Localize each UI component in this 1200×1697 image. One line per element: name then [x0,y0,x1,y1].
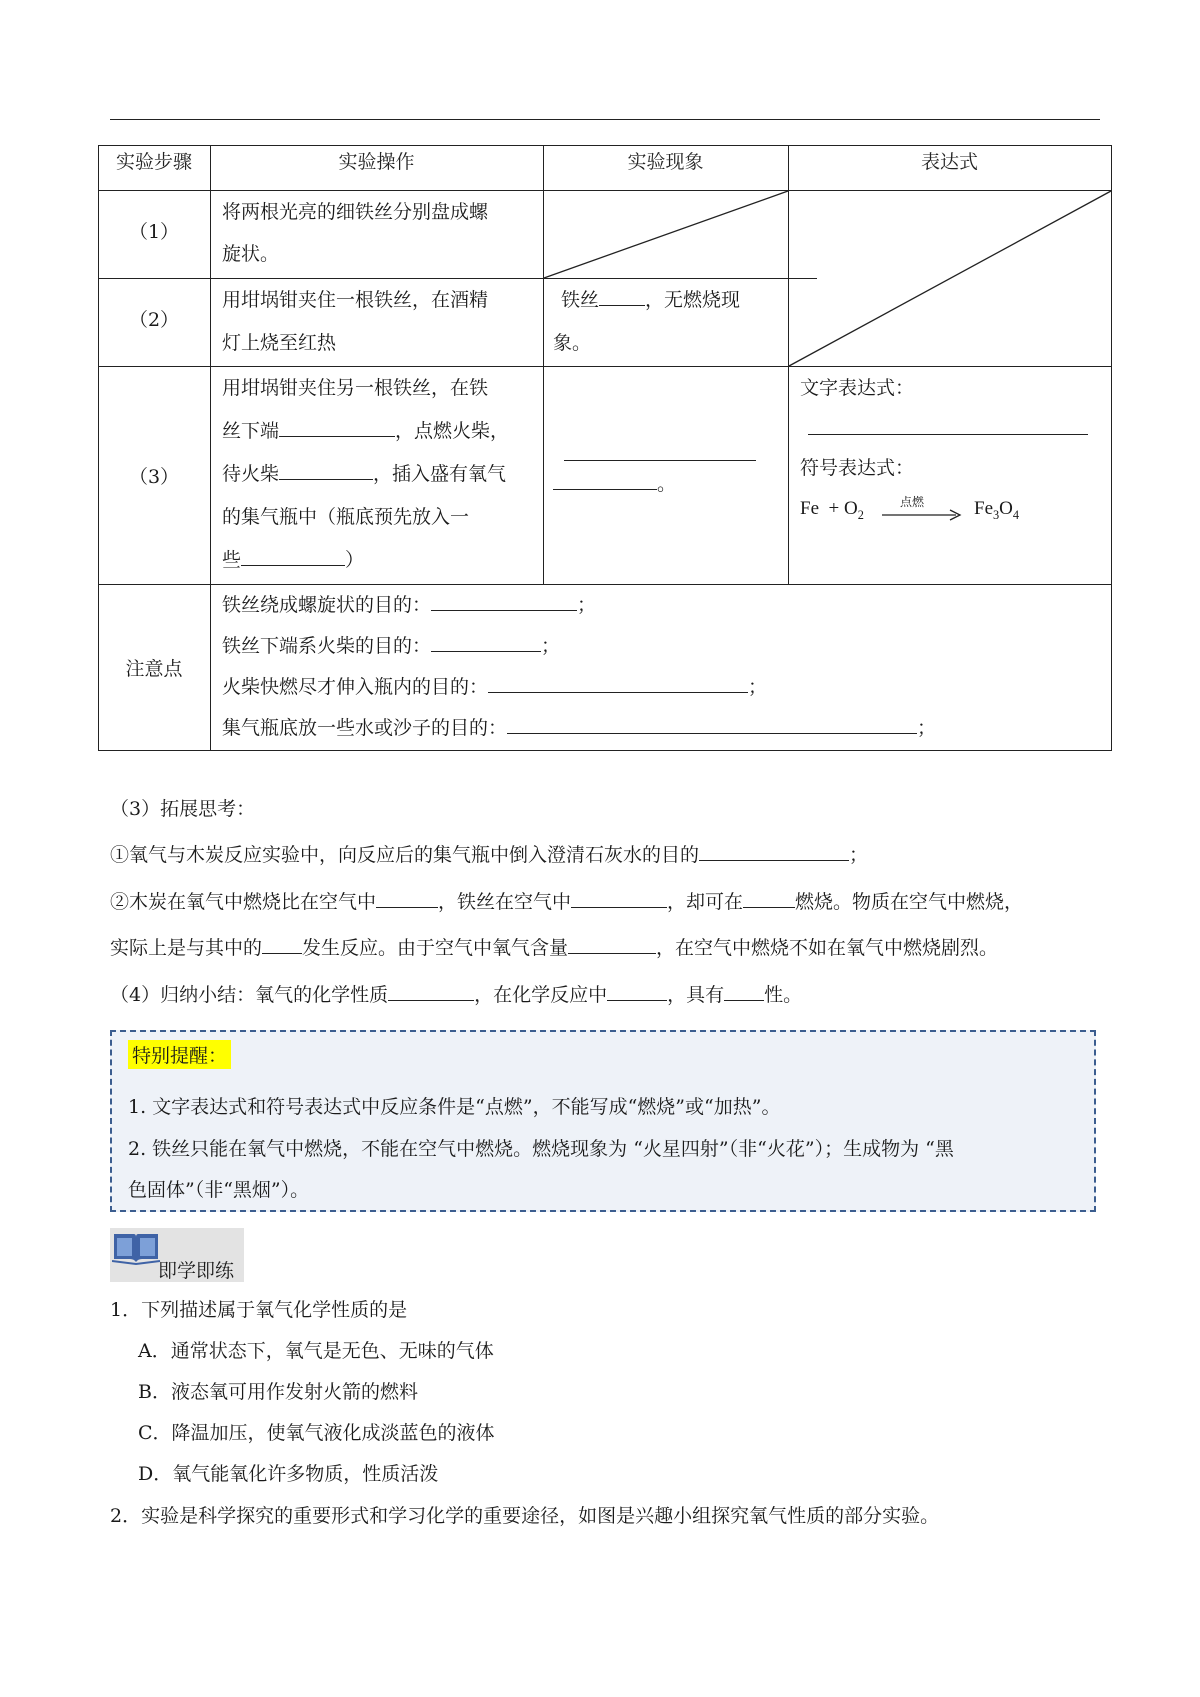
phenomenon-text [553,463,676,506]
question-1: 1．下列描述属于氧气化学性质的是 [110,1299,408,1321]
answer-blank[interactable] [279,415,395,437]
chemical-equation [800,487,864,537]
answer-blank[interactable] [431,630,541,652]
product-symbol: Fe [974,498,993,519]
phenomenon-text [561,279,740,322]
extension-line [110,832,868,878]
text-fragment: ①氧气与木炭反应实验中，向反应后的集气瓶中倒入澄清石灰水的目的 [110,844,700,866]
text-fragment: 实际上是与其中的 [110,937,263,959]
reminder-title: 特别提醒： [128,1040,231,1069]
reminder-box [110,1030,1096,1212]
answer-blank[interactable] [724,979,764,1001]
operation-fragment: ） [345,549,365,571]
operation-text [222,410,509,453]
text-fragment: ，铁丝在空气中 [438,891,572,913]
answer-blank[interactable] [607,979,667,1001]
operation-fragment: 待火柴 [222,463,280,485]
answer-blank[interactable] [743,886,795,908]
text-fragment: 性。 [764,984,803,1006]
diagonal-line [544,191,788,278]
option-d[interactable]: D．氧气能氧化许多物质，性质活泼 [138,1463,439,1485]
reminder-line: 1. 文字表达式和符号表达式中反应条件是“点燃”，不能写成“燃烧”或“加热”。 [128,1096,781,1118]
note-line [222,585,596,626]
phenomenon-suffix: ，无燃烧现 [645,289,741,311]
header-step: 实验步骤 [115,151,192,173]
product-symbol: O [999,498,1013,519]
practice-section-header [110,1228,244,1282]
text-fragment: ； [849,844,869,866]
operation-text: 灯上烧至红热 [222,332,337,354]
diagonal-line [789,191,1111,366]
operation-text: 的集气瓶中（瓶底预先放入一 [222,506,470,528]
option-a[interactable]: A．通常状态下，氧气是无色、无味的气体 [138,1340,494,1362]
option-c[interactable]: C．降温加压，使氧气液化成淡蓝色的液体 [138,1422,495,1444]
subscript: 3 [993,507,1000,522]
answer-blank[interactable] [571,886,667,908]
operation-text: 用坩埚钳夹住一根铁丝，在酒精 [222,289,489,311]
note-text: 集气瓶底放一些水或沙子的目的： [222,717,508,739]
text-fragment: ②木炭在氧气中燃烧比在空气中 [110,891,377,913]
reaction-arrow [882,495,964,519]
note-end: ； [748,676,768,698]
note-line [222,626,560,667]
header-operation: 实验操作 [338,151,415,173]
text-fragment: ，在化学反应中 [474,984,608,1006]
answer-blank[interactable] [699,839,849,861]
extension-line [110,879,1023,925]
note-text: 铁丝下端系火柴的目的： [222,635,432,657]
practice-label: 即学即练 [158,1260,235,1282]
reminder-line: 2. 铁丝只能在氧气中燃烧，不能在空气中燃烧。燃烧现象为 “火星四射”（非“火花”）；生成物为 “黑 [128,1138,954,1160]
answer-blank[interactable] [388,979,474,1001]
phenomenon-prefix: 铁丝 [561,289,600,311]
header-phenomenon: 实验现象 [627,151,704,173]
text-fragment: ，在空气中燃烧不如在氧气中燃烧剧烈。 [656,937,999,959]
operation-fragment: 丝下端 [222,420,280,442]
header-expression: 表达式 [920,151,978,173]
phenomenon-fragment: 。 [657,473,677,495]
notes-label: 注意点 [125,658,183,680]
phenomenon-text: 象。 [553,332,592,354]
question-2: 2．实验是科学探究的重要形式和学习化学的重要途径，如图是兴趣小组探究氧气性质的部分实验。 [110,1505,940,1527]
summary-line [110,972,802,1018]
note-text: 铁丝绕成螺旋状的目的： [222,594,432,616]
arrow-icon [882,509,964,521]
answer-blank[interactable] [808,434,1088,435]
subscript: 2 [857,507,864,522]
text-fragment: ，具有 [667,984,725,1006]
word-expression-label: 文字表达式： [800,377,915,399]
operation-fragment: ，点燃火柴， [395,420,510,442]
header-rule [110,119,1100,120]
book-icon [112,1230,160,1266]
reactant-o2: + O [828,498,858,519]
subscript: 4 [1012,507,1020,522]
operation-text [222,453,506,496]
operation-text: 将两根光亮的细铁丝分别盘成螺 [222,201,489,223]
answer-blank[interactable] [241,544,345,566]
answer-blank[interactable] [568,932,656,954]
product-fe3o4 [974,487,1019,537]
operation-text: 用坩埚钳夹住另一根铁丝，在铁 [222,377,489,399]
experiment-table [98,145,1112,751]
reactant-fe: Fe [800,498,819,519]
answer-blank[interactable] [553,468,657,490]
reaction-condition: 点燃 [900,495,925,509]
operation-fragment: 些 [222,549,242,571]
text-fragment: 发生反应。由于空气中氧气含量 [302,937,569,959]
answer-blank[interactable] [599,284,645,306]
symbol-expression-label: 符号表达式： [800,457,915,479]
operation-text [222,539,364,582]
operation-fragment: ，插入盛有氧气 [373,463,507,485]
note-line [222,667,767,708]
option-b[interactable]: B．液态氧可用作发射火箭的燃料 [138,1381,418,1403]
answer-blank[interactable] [279,458,373,480]
step-label: （1） [128,221,180,243]
text-fragment: （4）归纳小结：氧气的化学性质 [110,984,389,1006]
extension-line [110,925,998,971]
note-end: ； [917,717,937,739]
answer-blank[interactable] [376,886,438,908]
text-fragment: ，却可在 [667,891,744,913]
answer-blank[interactable] [431,589,577,611]
note-line [222,708,936,749]
step-label: （2） [128,309,180,331]
answer-blank[interactable] [564,460,756,461]
answer-blank[interactable] [262,932,302,954]
operation-text: 旋状。 [222,243,280,265]
note-end: ； [541,635,561,657]
text-fragment: 燃烧。物质在空气中燃烧， [795,891,1024,913]
note-end: ； [577,594,597,616]
note-text: 火柴快燃尽才伸入瓶内的目的： [222,676,489,698]
answer-blank[interactable] [507,712,917,734]
reminder-line: 色固体”（非“黑烟”）。 [128,1179,310,1201]
extension-title: （3）拓展思考： [110,798,256,820]
step-label: （3） [128,466,180,488]
answer-blank[interactable] [488,671,748,693]
